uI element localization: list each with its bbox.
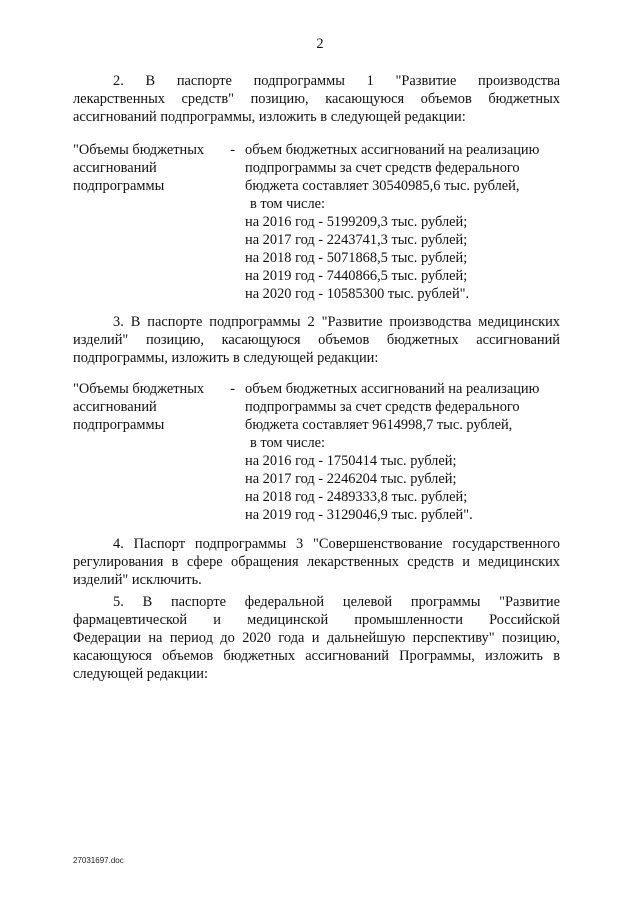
value-line: подпрограммы за счет средств федерального xyxy=(245,399,520,415)
label-text: "Объемы бюджетных xyxy=(73,142,205,158)
budget-value xyxy=(245,141,575,303)
label-text: ассигнований xyxy=(73,399,157,415)
label-text: подпрограммы xyxy=(73,178,165,194)
label-dash: - xyxy=(230,142,235,158)
item-5-paragraph xyxy=(73,593,560,683)
value-line: объем бюджетных ассигнований на реализацию xyxy=(245,142,540,158)
value-line: на 2020 год - 10585300 тыс. рублей". xyxy=(245,286,470,302)
paragraph-line: 3. В паспорте подпрограммы 2 "Развитие производства медицинских xyxy=(113,314,560,330)
paragraph-line: следующей редакции: xyxy=(73,666,208,682)
value-line: на 2017 год - 2243741,3 тыс. рублей; xyxy=(245,232,468,248)
label-text: ассигнований xyxy=(73,160,157,176)
value-line: в том числе: xyxy=(250,435,326,451)
paragraph-line: 2. В паспорте подпрограммы 1 "Развитие производства xyxy=(113,73,560,89)
budget-label xyxy=(73,380,235,434)
budget-value xyxy=(245,380,575,524)
page-number: 2 xyxy=(316,36,324,52)
paragraph-line: касающуюся объемов бюджетных ассигнований Программы, изложить в xyxy=(73,648,560,664)
document-filename: 27031697.doc xyxy=(73,856,124,865)
paragraph-line: 5. В паспорте федеральной целевой программы "Развитие xyxy=(113,594,560,610)
budget-label xyxy=(73,141,235,195)
value-line: бюджета составляет 30540985,6 тыс. рублей, xyxy=(245,178,520,194)
value-line: бюджета составляет 9614998,7 тыс. рублей, xyxy=(245,417,513,433)
paragraph-line: изделий" исключить. xyxy=(73,572,202,588)
value-line: на 2017 год - 2246204 тыс. рублей; xyxy=(245,471,457,487)
paragraph-line: изделий" позицию, касающуюся объемов бюджетных ассигнований xyxy=(73,332,560,348)
paragraph-line: Федерации на период до 2020 года и дальнейшую перспективу" позицию, xyxy=(73,630,560,646)
value-line: объем бюджетных ассигнований на реализацию xyxy=(245,381,540,397)
paragraph-line: лекарственных средств" позицию, касающуюся объемов бюджетных xyxy=(73,91,560,107)
item-3-paragraph xyxy=(73,313,560,367)
item-4-paragraph xyxy=(73,535,560,589)
value-line: подпрограммы за счет средств федерального xyxy=(245,160,520,176)
value-line: на 2016 год - 1750414 тыс. рублей; xyxy=(245,453,457,469)
label-text: "Объемы бюджетных xyxy=(73,381,205,397)
value-line: на 2018 год - 2489333,8 тыс. рублей; xyxy=(245,489,468,505)
value-line: в том числе: xyxy=(250,196,326,212)
paragraph-line: подпрограммы, изложить в следующей редакции: xyxy=(73,350,379,366)
item-2-paragraph xyxy=(73,72,560,126)
paragraph-line: ассигнований подпрограммы, изложить в следующей редакции: xyxy=(73,109,466,125)
value-line: на 2016 год - 5199209,3 тыс. рублей; xyxy=(245,214,468,230)
label-text: подпрограммы xyxy=(73,417,165,433)
label-dash: - xyxy=(230,381,235,397)
value-line: на 2019 год - 7440866,5 тыс. рублей; xyxy=(245,268,468,284)
paragraph-line: регулирования в сфере обращения лекарственных средств и медицинских xyxy=(73,554,560,570)
paragraph-line: 4. Паспорт подпрограммы 3 "Совершенствование государственного xyxy=(113,536,560,552)
paragraph-line: фармацевтической и медицинской промышленности Российской xyxy=(73,612,560,628)
value-line: на 2018 год - 5071868,5 тыс. рублей; xyxy=(245,250,468,266)
value-line: на 2019 год - 3129046,9 тыс. рублей". xyxy=(245,507,473,523)
